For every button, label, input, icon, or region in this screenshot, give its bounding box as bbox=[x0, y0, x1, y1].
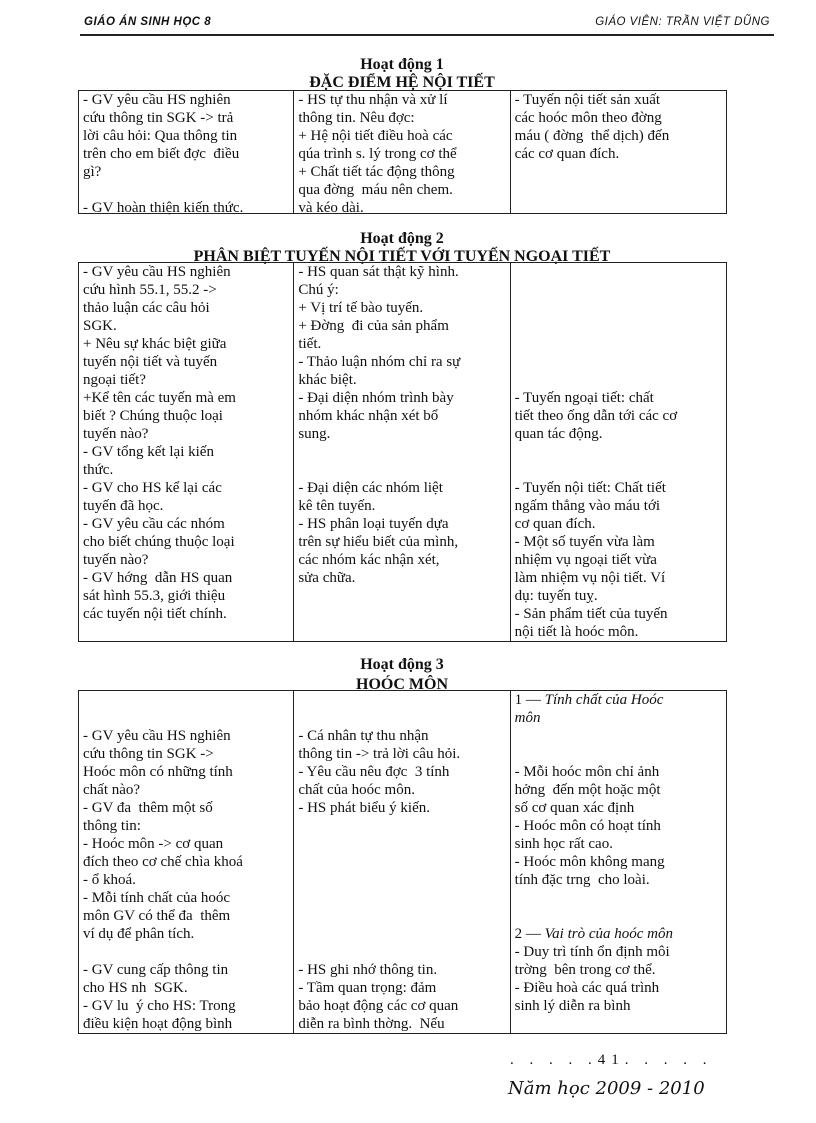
text-line: - HS phân loại tuyến dựa bbox=[298, 516, 449, 532]
t3-section-1-body bbox=[515, 727, 722, 925]
text-line: - Mỗi tính chất của hoóc bbox=[83, 890, 231, 906]
text-line bbox=[298, 835, 505, 853]
text-line: - Sản phẩm tiết của tuyến bbox=[514, 606, 668, 622]
text-line: - GV lu ý cho HS: Trong bbox=[83, 998, 236, 1014]
text-line: tiết theo ống dẫn tới các cơ bbox=[514, 408, 678, 424]
t2-col-content bbox=[511, 263, 726, 641]
text-line bbox=[515, 353, 722, 371]
text-line bbox=[298, 443, 505, 461]
text-line: hởng đến một hoặc một bbox=[514, 782, 661, 798]
page-number: 41 bbox=[597, 1052, 625, 1068]
text-line: + Đờng đi của sản phẩm bbox=[298, 318, 449, 334]
text-line: thảo luận các câu hỏi bbox=[83, 300, 210, 316]
text-line: - GV đa thêm một số bbox=[83, 800, 213, 816]
text-line: tuyến nào? bbox=[83, 552, 149, 568]
activity-1-title: Hoạt động 1 bbox=[360, 56, 444, 73]
text-line: - Hoóc môn không mang bbox=[514, 854, 665, 870]
text-line bbox=[515, 263, 722, 281]
text-line: - Cá nhân tự thu nhận bbox=[298, 728, 429, 744]
t3-section-2-body bbox=[515, 943, 722, 1015]
activity-1-subtitle: ĐẶC ĐIỂM HỆ NỘI TIẾT bbox=[309, 74, 495, 91]
text-line bbox=[83, 709, 289, 727]
text-line: - Tuyến nội tiết: Chất tiết bbox=[514, 480, 666, 496]
header-left: GIÁO ÁN SINH HỌC 8 bbox=[84, 16, 212, 28]
text-line: - GV tổng kết lại kiến bbox=[83, 444, 214, 460]
text-line: nhiệm vụ ngoại tiết vừa bbox=[514, 552, 657, 568]
text-line: sửa chữa. bbox=[298, 570, 356, 586]
text-line bbox=[515, 335, 722, 353]
activity-2-title: Hoạt động 2 bbox=[360, 230, 444, 247]
text-line: các hoóc môn theo đờng bbox=[514, 110, 662, 126]
text-line: - HS phát biểu ý kiến. bbox=[298, 800, 430, 816]
text-line: - GV yêu cầu HS nghiên bbox=[83, 728, 231, 744]
text-line: môn GV có thể đa thêm bbox=[83, 908, 231, 924]
activity-3-subtitle: HOÓC MÔN bbox=[356, 676, 448, 693]
text-line bbox=[83, 691, 289, 709]
text-line: dụ: tuyến tuỵ. bbox=[514, 588, 598, 604]
text-line bbox=[515, 443, 722, 461]
text-line: qúa trình s. lý trong cơ thể bbox=[298, 146, 457, 162]
text-line bbox=[515, 889, 722, 907]
text-line: cứu hình 55.1, 55.2 -> bbox=[83, 282, 217, 298]
t3-section-1-heading-cont: môn bbox=[514, 710, 541, 726]
t1-col-teacher bbox=[79, 91, 294, 216]
text-line: SGK. bbox=[83, 318, 117, 334]
text-line: ngoại tiết? bbox=[83, 372, 146, 388]
activity-2-subtitle: PHÂN BIỆT TUYẾN NỘI TIẾT VỚI TUYẾN NGOẠI TIẾT bbox=[193, 248, 611, 265]
text-line: kê tên tuyến. bbox=[298, 498, 376, 514]
t2-col-teacher bbox=[79, 263, 294, 641]
text-line: - HS quan sát thật kỹ hình. bbox=[298, 264, 459, 280]
text-line: trờng bên trong cơ thể. bbox=[514, 962, 656, 978]
text-line: lời câu hỏi: Qua thông tin bbox=[83, 128, 238, 144]
text-line bbox=[298, 461, 505, 479]
text-line bbox=[298, 709, 505, 727]
text-line: bảo hoạt động các cơ quan bbox=[298, 998, 459, 1014]
text-line: sung. bbox=[298, 426, 331, 442]
text-line bbox=[515, 907, 722, 925]
text-line bbox=[298, 871, 505, 889]
text-line: qua đờng máu nên chem. bbox=[298, 182, 453, 198]
text-line bbox=[298, 853, 505, 871]
text-line bbox=[515, 281, 722, 299]
footer-school-year: Năm học 2009 - 2010 bbox=[508, 1078, 705, 1099]
text-line: sát hình 55.3, giới thiệu bbox=[83, 588, 226, 604]
text-line: - GV cung cấp thông tin bbox=[83, 962, 229, 978]
text-line: - Duy trì tính ổn định môi bbox=[514, 944, 670, 960]
text-line: + Hệ nội tiết điều hoà các bbox=[298, 128, 453, 144]
text-line: trên sự hiểu biết của mình, bbox=[298, 534, 459, 550]
activity-3-title: Hoạt động 3 bbox=[360, 656, 444, 673]
text-line: diễn ra bình thờng. Nếu bbox=[298, 1016, 445, 1032]
t3-col-teacher bbox=[79, 691, 294, 1033]
text-line: điều kiện hoạt động bình bbox=[83, 1016, 233, 1032]
text-line bbox=[83, 181, 289, 199]
text-line: biết ? Chúng thuộc loại bbox=[83, 408, 223, 424]
text-line: quan tác động. bbox=[514, 426, 603, 442]
text-line bbox=[298, 907, 505, 925]
t2-col-student bbox=[294, 263, 510, 641]
text-line: - ổ khoá. bbox=[83, 872, 136, 888]
text-line: - Mỗi hoóc môn chỉ ảnh bbox=[514, 764, 660, 780]
t3-section-1-heading: 1 — Tính chất của Hoóc bbox=[514, 692, 664, 708]
text-line: + Chất tiết tác động thông bbox=[298, 164, 455, 180]
text-line: - GV yêu cầu HS nghiên bbox=[83, 264, 231, 280]
text-line: - GV hớng dẫn HS quan bbox=[83, 570, 233, 586]
text-line: gì? bbox=[83, 164, 102, 180]
text-line: cho biết chúng thuộc loại bbox=[83, 534, 235, 550]
text-line: - Điều hoà các quá trình bbox=[514, 980, 660, 996]
text-line: - GV hoàn thiện kiến thức. bbox=[83, 200, 244, 216]
text-line: sinh lý diễn ra bình bbox=[514, 998, 631, 1014]
text-line: trên cho em biết đợc điều bbox=[83, 146, 240, 162]
text-line bbox=[298, 817, 505, 835]
text-line: ví dụ để phân tích. bbox=[83, 926, 195, 942]
text-line: nhóm khác nhận xét bổ bbox=[298, 408, 439, 424]
text-line: - GV yêu cầu các nhóm bbox=[83, 516, 225, 532]
text-line: ngấm thẳng vào máu tới bbox=[514, 498, 661, 514]
text-line bbox=[298, 889, 505, 907]
text-line: - Hoóc môn -> cơ quan bbox=[83, 836, 224, 852]
t3-section-2-heading: 2 — Vai trò của hoóc môn bbox=[514, 926, 673, 942]
text-line: nội tiết là hoóc môn. bbox=[514, 624, 639, 640]
text-line: chất của hoóc môn. bbox=[298, 782, 415, 798]
text-line: làm nhiệm vụ nội tiết. Ví bbox=[514, 570, 666, 586]
text-line: tiết. bbox=[298, 336, 322, 352]
text-line: - GV yêu cầu HS nghiên bbox=[83, 92, 231, 108]
text-line bbox=[298, 691, 505, 709]
text-line: thông tin -> trả lời câu hỏi. bbox=[298, 746, 461, 762]
text-line: - Một số tuyến vừa làm bbox=[514, 534, 655, 550]
text-line: và kéo dài. bbox=[298, 200, 364, 216]
text-line: cứu thông tin SGK -> trả bbox=[83, 110, 234, 126]
t3-col-student bbox=[294, 691, 510, 1033]
table-activity-2 bbox=[78, 262, 727, 642]
text-line: tuyến đã học. bbox=[83, 498, 164, 514]
text-line: các nhóm kác nhận xét, bbox=[298, 552, 440, 568]
text-line: tính đặc trng cho loài. bbox=[514, 872, 650, 888]
text-line: chất nào? bbox=[83, 782, 141, 798]
text-line bbox=[83, 943, 289, 961]
text-line: các tuyến nội tiết chính. bbox=[83, 606, 227, 622]
text-line: các cơ quan đích. bbox=[514, 146, 620, 162]
text-line: tuyến nào? bbox=[83, 426, 149, 442]
text-line bbox=[515, 745, 722, 763]
text-line: - Hoóc môn có hoạt tính bbox=[514, 818, 661, 834]
t1-col-student bbox=[294, 91, 510, 216]
text-line bbox=[515, 727, 722, 745]
t1-col-content bbox=[511, 91, 726, 213]
text-line: số cơ quan xác định bbox=[514, 800, 635, 816]
text-line: thông tin: bbox=[83, 818, 141, 834]
text-line: thông tin. Nêu đợc: bbox=[298, 110, 415, 126]
header-rule bbox=[80, 34, 774, 36]
text-line: - GV cho HS kể lại các bbox=[83, 480, 222, 496]
text-line: tuyến nội tiết và tuyến bbox=[83, 354, 218, 370]
text-line: - Thảo luận nhóm chỉ ra sự bbox=[298, 354, 461, 370]
text-line: - HS ghi nhớ thông tin. bbox=[298, 962, 438, 978]
text-line: thức. bbox=[83, 462, 114, 478]
text-line: + Vị trí tế bào tuyến. bbox=[298, 300, 424, 316]
text-line bbox=[515, 299, 722, 317]
text-line: - Tầm quan trọng: đảm bbox=[298, 980, 437, 996]
text-line: - Đại diện các nhóm liệt bbox=[298, 480, 443, 496]
text-line: Chú ý: bbox=[298, 282, 339, 298]
text-line bbox=[515, 317, 722, 335]
text-line: đích theo cơ chế chìa khoá bbox=[83, 854, 243, 870]
text-line: khác biệt. bbox=[298, 372, 357, 388]
text-line: máu ( đờng thể dịch) đến bbox=[514, 128, 670, 144]
table-activity-1 bbox=[78, 90, 727, 214]
t3-col-content bbox=[511, 691, 726, 1033]
text-line: Hoóc môn có những tính bbox=[83, 764, 233, 780]
text-line: cơ quan đích. bbox=[514, 516, 596, 532]
text-line bbox=[298, 943, 505, 961]
text-line bbox=[515, 461, 722, 479]
text-line: - Tuyến ngoại tiết: chất bbox=[514, 390, 654, 406]
text-line: + Nêu sự khác biệt giữa bbox=[83, 336, 227, 352]
text-line: - HS tự thu nhận và xử lí bbox=[298, 92, 448, 108]
header-right: GIÁO VIÊN: TRẦN VIỆT DŨNG bbox=[595, 16, 770, 28]
text-line bbox=[298, 925, 505, 943]
page-number-line: . . . . .41. . . . . bbox=[510, 1052, 713, 1068]
text-line: - Yêu cầu nêu đợc 3 tính bbox=[298, 764, 450, 780]
text-line: cứu thông tin SGK -> bbox=[83, 746, 214, 762]
text-line: sinh học rất cao. bbox=[514, 836, 613, 852]
text-line: - Đại diện nhóm trình bày bbox=[298, 390, 454, 406]
text-line bbox=[515, 371, 722, 389]
table-activity-3 bbox=[78, 690, 727, 1034]
text-line: - Tuyến nội tiết sản xuất bbox=[514, 92, 661, 108]
text-line: cho HS nh SGK. bbox=[83, 980, 188, 996]
text-line: +Kể tên các tuyến mà em bbox=[83, 390, 236, 406]
